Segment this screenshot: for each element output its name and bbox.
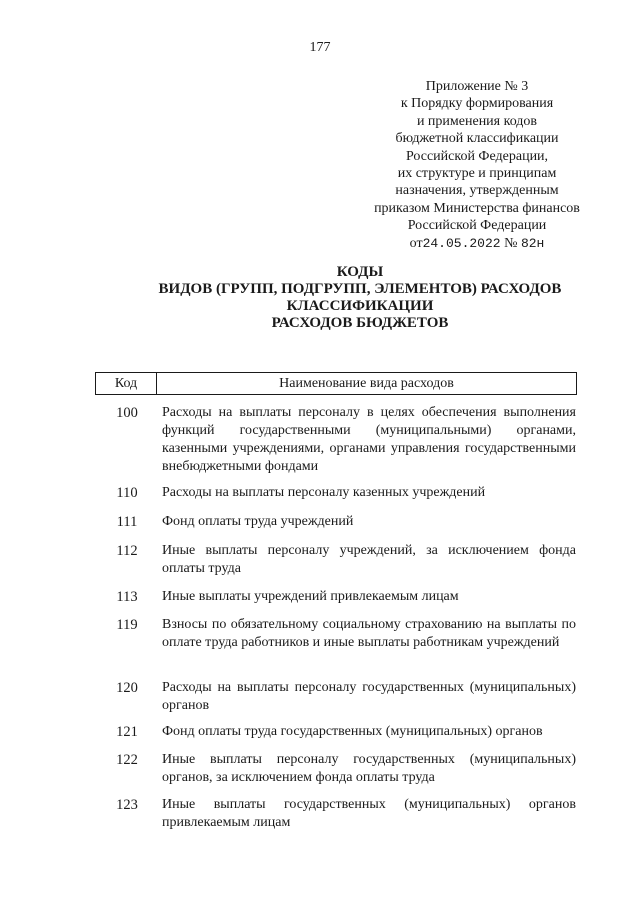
expense-code: 111 [116, 514, 138, 530]
expense-name: Иные выплаты государственных (муниципальных) органов привлекаемым лицам [162, 797, 576, 830]
expense-code: 121 [116, 724, 138, 740]
appendix-line: их структуре и принципам [397, 166, 557, 182]
heading-line: РАСХОДОВ БЮДЖЕТОВ [271, 315, 449, 331]
order-number: 82н [520, 235, 545, 251]
expense-name: Расходы на выплаты персоналу государственных (муниципальных) органов [162, 680, 576, 713]
page-number: 177 [309, 40, 331, 55]
column-header-code: Код [96, 373, 157, 394]
appendix-line: приказом Министерства финансов [374, 200, 580, 216]
appendix-line: и применения кодов [416, 113, 538, 129]
expense-code: 122 [116, 752, 138, 768]
document-heading [100, 264, 620, 332]
expense-code: 119 [116, 617, 138, 633]
expense-name: Фонд оплаты труда государственных (муниципальных) органов [162, 724, 543, 739]
order-date-line [372, 235, 582, 252]
appendix-block [372, 78, 582, 252]
expense-name: Расходы на выплаты персоналу в целях обеспечения выполнения функций государственными (муниципальными) органами, казенными учреждениями, органами управления государственными внебюджетными фондами [162, 405, 576, 474]
expense-name: Иные выплаты персоналу учреждений, за исключением фонда оплаты труда [162, 543, 576, 576]
expense-code: 112 [116, 543, 138, 559]
expense-name: Фонд оплаты труда учреждений [162, 514, 354, 529]
expense-name: Взносы по обязательному социальному страхованию на выплаты по оплате труда работников и иные выплаты работникам учреждений [162, 617, 576, 650]
date-prefix: от [409, 235, 423, 251]
appendix-line: назначения, утвержденным [395, 183, 559, 199]
appendix-line: Российской Федерации [407, 218, 547, 234]
expense-code: 110 [116, 485, 138, 501]
expense-code: 123 [116, 797, 138, 813]
number-label: № [504, 235, 518, 251]
expense-code: 100 [116, 405, 138, 421]
expense-name: Иные выплаты учреждений привлекаемым лицам [162, 589, 459, 604]
expense-name: Иные выплаты персоналу государственных (муниципальных) органов, за исключением фонда оплаты труда [162, 752, 576, 785]
expense-code: 120 [116, 680, 138, 696]
expense-code: 113 [116, 589, 138, 605]
appendix-line: бюджетной классификации [395, 131, 559, 147]
heading-line: КЛАССИФИКАЦИИ [286, 298, 434, 314]
column-header-name: Наименование вида расходов [279, 375, 454, 391]
order-date: 24.05.2022 [422, 235, 501, 251]
appendix-line: Приложение № 3 [425, 79, 529, 94]
expense-name: Расходы на выплаты персоналу казенных учреждений [162, 485, 486, 500]
table-header [95, 372, 577, 395]
appendix-line: Российской Федерации, [405, 148, 549, 164]
heading-line: ВИДОВ (ГРУПП, ПОДГРУПП, ЭЛЕМЕНТОВ) РАСХОДОВ [158, 281, 562, 297]
heading-line: КОДЫ [336, 264, 384, 280]
appendix-line: к Порядку формирования [400, 96, 554, 112]
